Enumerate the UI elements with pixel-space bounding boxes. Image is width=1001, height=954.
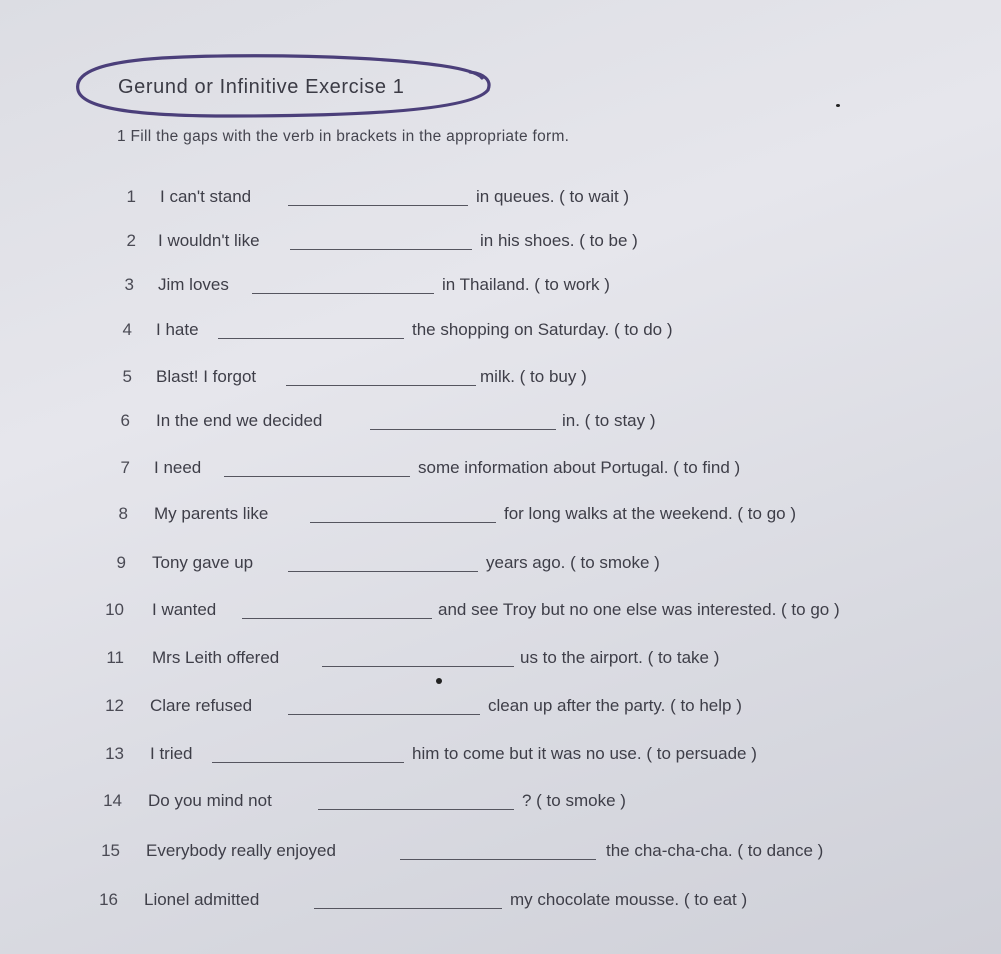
item-number: 14	[103, 791, 122, 810]
item-stem: In the end we decided	[156, 411, 323, 430]
item-number: 10	[105, 600, 124, 619]
page-title: Gerund or Infinitive Exercise 1	[118, 76, 405, 98]
answer-blank[interactable]	[290, 249, 472, 250]
speck	[436, 678, 442, 684]
item-number: 12	[105, 696, 124, 715]
answer-blank[interactable]	[314, 908, 502, 909]
item-rest: in his shoes. ( to be )	[480, 231, 638, 250]
item-number: 5	[122, 367, 132, 386]
item-stem: I can't stand	[160, 187, 252, 206]
item-stem: Everybody really enjoyed	[146, 841, 336, 860]
item-stem: Clare refused	[150, 696, 253, 715]
item-number: 15	[101, 841, 120, 860]
item-rest: us to the airport. ( to take )	[520, 648, 720, 667]
item-rest: in. ( to stay )	[562, 411, 656, 430]
item-number: 7	[120, 458, 130, 477]
item-stem: Jim loves	[158, 275, 229, 294]
item-rest: for long walks at the weekend. ( to go )	[504, 504, 796, 523]
instruction: 1 Fill the gaps with the verb in brackets in the appropriate form.	[117, 128, 570, 145]
item-number: 3	[124, 275, 134, 294]
answer-blank[interactable]	[288, 571, 478, 572]
item-stem: I tried	[150, 744, 193, 763]
item-number: 8	[118, 504, 128, 523]
speck	[836, 104, 840, 107]
item-number: 11	[106, 648, 124, 667]
item-rest: years ago. ( to smoke )	[486, 553, 660, 572]
item-stem: My parents like	[154, 504, 269, 523]
item-stem: Mrs Leith offered	[152, 648, 280, 667]
item-number: 16	[99, 890, 118, 909]
item-number: 4	[122, 320, 132, 339]
item-rest: ? ( to smoke )	[522, 791, 626, 810]
item-rest: the cha-cha-cha. ( to dance )	[606, 841, 824, 860]
item-stem: I hate	[156, 320, 199, 339]
answer-blank[interactable]	[310, 522, 496, 523]
answer-blank[interactable]	[322, 666, 514, 667]
item-rest: and see Troy but no one else was interested. ( to go )	[438, 600, 840, 619]
item-number: 1	[126, 187, 136, 206]
item-rest: clean up after the party. ( to help )	[488, 696, 742, 715]
answer-blank[interactable]	[370, 429, 556, 430]
item-stem: I wouldn't like	[158, 231, 260, 250]
answer-blank[interactable]	[212, 762, 404, 763]
item-number: 9	[116, 553, 126, 572]
item-rest: my chocolate mousse. ( to eat )	[510, 890, 748, 909]
answer-blank[interactable]	[400, 859, 596, 860]
item-number: 6	[120, 411, 130, 430]
answer-blank[interactable]	[318, 809, 514, 810]
item-number: 13	[105, 744, 124, 763]
item-rest: some information about Portugal. ( to find )	[418, 458, 741, 477]
answer-blank[interactable]	[288, 714, 480, 715]
item-stem: I need	[154, 458, 202, 477]
answer-blank[interactable]	[288, 205, 468, 206]
item-rest: in Thailand. ( to work )	[442, 275, 610, 294]
item-rest: the shopping on Saturday. ( to do )	[412, 320, 673, 339]
item-number: 2	[126, 231, 136, 250]
item-stem: Do you mind not	[148, 791, 272, 810]
answer-blank[interactable]	[252, 293, 434, 294]
answer-blank[interactable]	[218, 338, 404, 339]
answer-blank[interactable]	[286, 385, 476, 386]
answer-blank[interactable]	[224, 476, 410, 477]
answer-blank[interactable]	[242, 618, 432, 619]
item-stem: Blast! I forgot	[156, 367, 257, 386]
item-rest: milk. ( to buy )	[480, 367, 587, 386]
item-rest: him to come but it was no use. ( to persuade )	[412, 744, 757, 763]
item-rest: in queues. ( to wait )	[476, 187, 630, 206]
item-stem: Lionel admitted	[144, 890, 260, 909]
item-stem: Tony gave up	[152, 553, 254, 572]
item-stem: I wanted	[152, 600, 217, 619]
